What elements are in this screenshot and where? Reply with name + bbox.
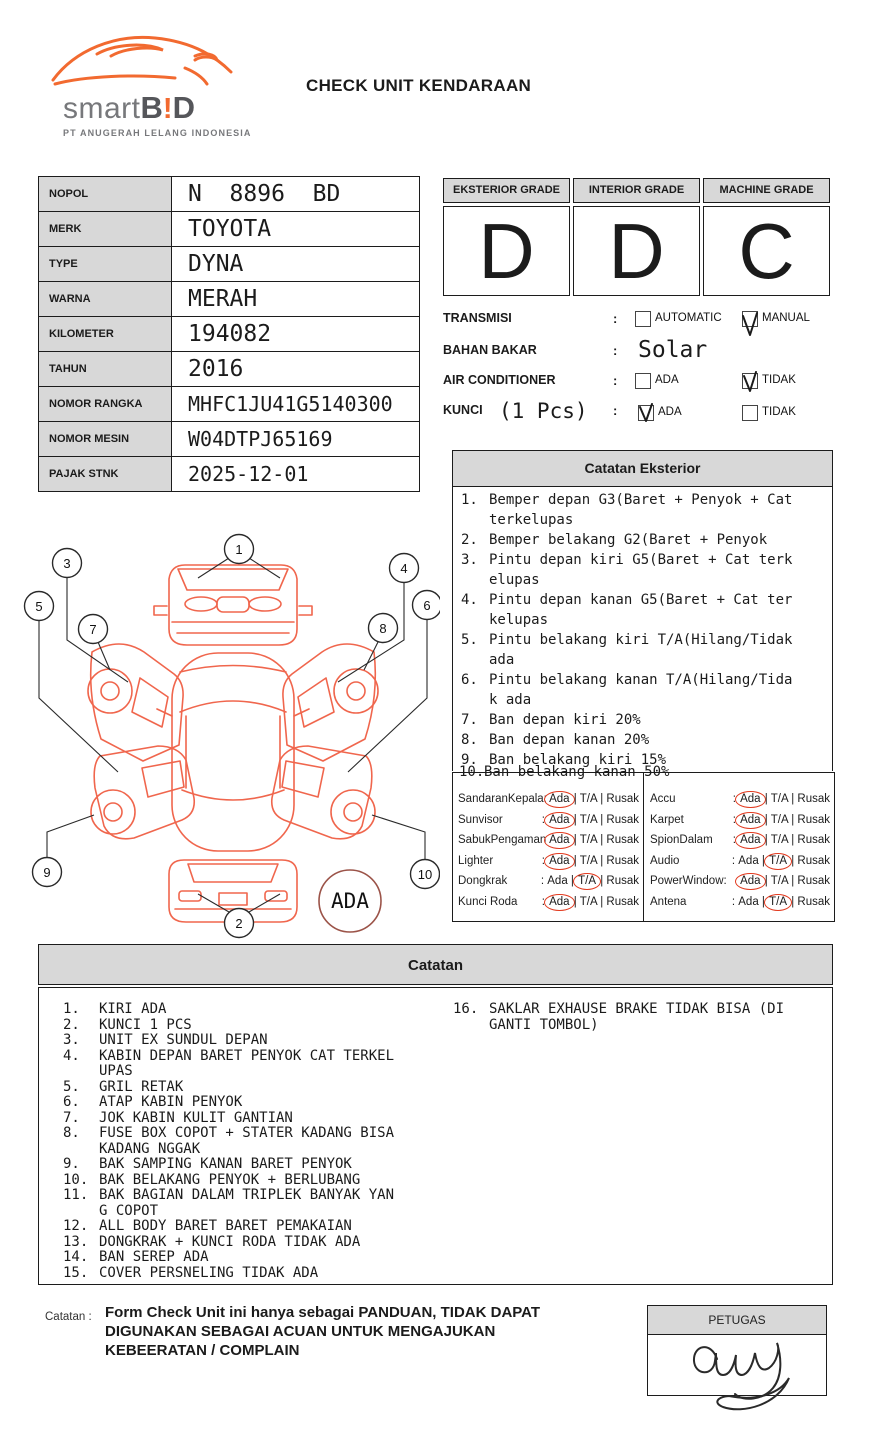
brand-smart: smart: [63, 92, 141, 125]
catatan-eksterior-list: [452, 487, 833, 771]
kunci-ada-checkmark: [638, 404, 654, 422]
ada-badge: [319, 870, 381, 932]
list-item: 13. DONGKRAK + KUNCI RODA TIDAK ADA: [63, 1233, 361, 1250]
svg-text:10: 10: [417, 867, 433, 882]
list-item-10: 10. Ban belakang kanan 50%: [459, 764, 670, 780]
list-item: 9. BAK SAMPING KANAN BARET PENYOK: [63, 1156, 352, 1172]
table-row: NOMOR MESIN W04DTPJ65169: [39, 422, 420, 457]
accessory-row: Karpet : Ada | T/A | Rusak: [650, 810, 830, 831]
petugas-box: [647, 1305, 827, 1396]
fuel-value: Solar: [638, 337, 708, 363]
table-row: TYPE DYNA: [39, 247, 420, 282]
vehicle-info-table: [38, 176, 420, 492]
list-item: 7. Ban depan kiri 20%: [461, 712, 641, 728]
table-row: PAJAK STNK 2025-12-01: [39, 457, 420, 492]
car-damage-diagram: [20, 520, 440, 940]
exterior-grade: EKSTERIOR GRADE D: [443, 178, 570, 296]
accessory-row: SandaranKepala: Ada | T/A | Rusak: [458, 789, 639, 810]
bahan-bakar-row: BAHAN BAKAR : Solar: [443, 337, 708, 363]
list-item: 14. BAN SEREP ADA: [63, 1249, 209, 1265]
brand-subtitle: PT ANUGERAH LELANG INDONESIA: [63, 128, 252, 138]
brand-d: D: [172, 90, 195, 125]
accessories-columns: [453, 789, 834, 912]
list-item: 8. FUSE BOX COPOT + STATER KADANG BISA KADANG NGGAK: [63, 1125, 395, 1157]
list-item: 12. ALL BODY BARET BARET PEMAKAIAN: [63, 1218, 352, 1234]
table-row: NOPOL N 8896 BD: [39, 177, 420, 212]
callout-6: [413, 591, 441, 620]
petugas-signature-area: [647, 1335, 827, 1396]
callout-2: [225, 909, 254, 938]
list-item: 1. KIRI ADA: [63, 1001, 167, 1017]
table-row: TAHUN 2016: [39, 352, 420, 387]
exterior-grade-value: D: [443, 206, 570, 296]
ac-tidak-checkmark: [742, 373, 758, 393]
svg-text:4: 4: [400, 561, 408, 576]
smartbid-logo: [45, 28, 252, 140]
kunci-qty: (1 Pcs): [499, 399, 588, 423]
page-title: CHECK UNIT KENDARAAN: [306, 76, 532, 95]
manual-checkmark: [741, 314, 759, 338]
car-front-view: [154, 565, 312, 645]
air-conditioner-row: AIR CONDITIONER : ADA TIDAK: [443, 373, 843, 397]
list-item: 6. Pintu belakang kanan T/A(Hilang/Tidak ada: [461, 672, 793, 708]
list-item: 4. Pintu depan kanan G5(Baret + Cat terkelupas: [461, 592, 793, 628]
signature: [685, 1319, 815, 1419]
list-item: 9. Ban belakang kiri 15%: [461, 752, 667, 768]
catatan-body: [38, 987, 833, 1285]
catatan-eksterior-box: [452, 450, 833, 771]
list-item: 1. Bemper depan G3(Baret + Penyok + Cat terkelupas: [461, 492, 793, 528]
accessory-row: Lighter : Ada | T/A | Rusak: [458, 851, 639, 872]
svg-text:5: 5: [35, 599, 43, 614]
accessory-row: Sunvisor : Ada | T/A | Rusak: [458, 810, 639, 831]
accessories-box: [452, 764, 835, 922]
svg-text:9: 9: [43, 865, 51, 880]
accessories-left-column: [453, 789, 643, 912]
car-swoosh-icon: [45, 28, 245, 98]
kunci-row: KUNCI (1 Pcs) : ADA TIDAK: [443, 399, 796, 423]
catatan-eksterior-title: Catatan Eksterior: [452, 450, 833, 487]
car-right-side-view: [272, 644, 378, 839]
brand-wordmark: [63, 90, 195, 126]
accessory-row: Kunci Roda : Ada | T/A | Rusak: [458, 892, 639, 913]
list-item: 4. KABIN DEPAN BARET PENYOK CAT TERKELUPAS: [63, 1047, 395, 1079]
svg-text:3: 3: [63, 556, 71, 571]
callout-3: [53, 549, 82, 578]
svg-text:6: 6: [423, 598, 431, 613]
car-left-side-view: [88, 644, 194, 839]
svg-text:7: 7: [89, 622, 97, 637]
footer-note-text: Form Check Unit ini hanya sebagai PANDUAN, TIDAK DAPAT DIGUNAKAN SEBAGAI ACUAN UNTUK MENGAJUKAN KEBEERATAN / COMPLAIN: [105, 1304, 541, 1359]
svg-text:2: 2: [235, 916, 243, 931]
accessory-row: SabukPengaman Ada | T/A | Rusak: [458, 830, 639, 851]
callout-5: [25, 592, 54, 621]
catatan-left-column: [63, 1002, 399, 1281]
transmisi-row: TRANSMISI : AUTOMATIC MANUAL: [443, 311, 843, 335]
table-row: KILOMETER 194082: [39, 317, 420, 352]
list-item: 8. Ban depan kanan 20%: [461, 732, 650, 748]
interior-grade-value: D: [573, 206, 700, 296]
list-item: 2. Bemper belakang G2(Baret + Penyok: [461, 532, 768, 548]
svg-text:8: 8: [379, 621, 387, 636]
footer-note-label: Catatan :: [45, 1311, 92, 1323]
table-row: WARNA MERAH: [39, 282, 420, 317]
list-item: 11. BAK BAGIAN DALAM TRIPLEK BANYAK YANG COPOT: [63, 1187, 395, 1219]
list-item: 15. COVER PERSNELING TIDAK ADA: [63, 1264, 319, 1281]
machine-grade-value: C: [703, 206, 830, 296]
accessory-row: Audio : Ada | T/A | Rusak: [650, 851, 830, 872]
list-item: 3. UNIT EX SUNDUL DEPAN: [63, 1032, 268, 1048]
callout-lines: [39, 558, 427, 912]
accessory-row: SpionDalam : Ada | T/A | Rusak: [650, 830, 830, 851]
kunci-tidak-checkbox[interactable]: [742, 405, 758, 421]
table-row: MERK TOYOTA: [39, 212, 420, 247]
list-item: 16. SAKLAR EXHAUSE BRAKE TIDAK BISA (DI GANTI TOMBOL): [453, 1001, 785, 1033]
svg-text:ADA: ADA: [331, 889, 369, 913]
accessory-row: Dongkrak : Ada | T/A | Rusak: [458, 871, 639, 892]
ac-ada-checkbox[interactable]: [635, 373, 651, 389]
list-item: 2. KUNCI 1 PCS: [63, 1016, 192, 1033]
callout-9: [33, 858, 62, 887]
callout-10: [411, 860, 440, 889]
svg-text:1: 1: [235, 542, 243, 557]
brand-mark: !: [162, 93, 173, 125]
table-row: NOMOR RANGKA MHFC1JU41G5140300: [39, 387, 420, 422]
spec-section: [443, 305, 843, 440]
accessory-row: Antena : Ada | T/A | Rusak: [650, 892, 830, 913]
list-item: 5. Pintu belakang kiri T/A(Hilang/Tidak ada: [461, 632, 793, 668]
list-item: 5. GRIL RETAK: [63, 1078, 184, 1095]
brand-b: B: [140, 90, 163, 125]
grade-boxes: [443, 178, 835, 296]
automatic-checkbox[interactable]: [635, 311, 651, 327]
machine-grade: MACHINE GRADE C: [703, 178, 830, 296]
accessory-row: Accu : Ada | T/A | Rusak: [650, 789, 830, 810]
list-item: 6. ATAP KABIN PENYOK: [63, 1094, 243, 1110]
catatan-title: Catatan: [38, 944, 833, 985]
list-item: 3. Pintu depan kiri G5(Baret + Cat terkelupas: [461, 552, 793, 588]
list-item: 10. BAK BELAKANG PENYOK + BERLUBANG: [63, 1171, 361, 1188]
catatan-right-column: [453, 1002, 789, 1033]
callout-1: [225, 535, 254, 564]
accessories-right-column: [645, 789, 834, 912]
accessory-row: PowerWindow: Ada | T/A | Rusak: [650, 871, 830, 892]
callout-7: [79, 615, 108, 644]
callout-4: [390, 554, 419, 583]
callout-8: [369, 614, 398, 643]
interior-grade: INTERIOR GRADE D: [573, 178, 700, 296]
petugas-label: PETUGAS: [647, 1305, 827, 1335]
list-item: 7. JOK KABIN KULIT GANTIAN: [63, 1109, 293, 1126]
